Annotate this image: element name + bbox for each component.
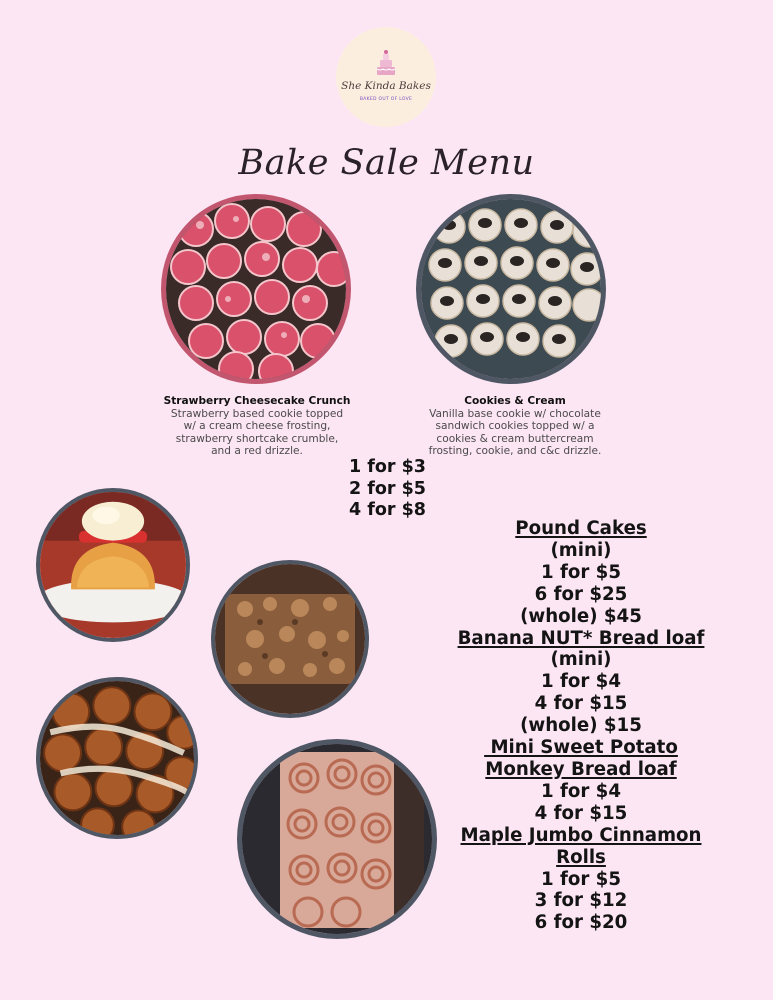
cookie-prices bbox=[300, 457, 475, 522]
menu-line: 1 for $5 bbox=[540, 868, 621, 890]
menu-line: (whole) $45 bbox=[520, 605, 642, 627]
menu-heading-banana: Banana NUT* Bread loaf bbox=[457, 627, 705, 649]
cookie-desc-line: Vanilla base cookie w/ chocolate bbox=[429, 407, 601, 420]
menu-line: 1 for $5 bbox=[540, 561, 621, 583]
page-title: Bake Sale Menu bbox=[238, 143, 535, 183]
menu-line: (mini) bbox=[550, 539, 612, 561]
price-line: 2 for $5 bbox=[349, 478, 426, 499]
cookie-desc-line: Strawberry based cookie topped bbox=[170, 407, 344, 420]
cookie-desc-line: frosting, cookie, and c&c drizzle. bbox=[428, 445, 602, 457]
menu-heading-cinnamon: Maple Jumbo Cinnamon bbox=[460, 824, 702, 846]
cookie-desc-line: and a red drizzle. bbox=[211, 445, 303, 457]
brand-tagline: BAKED OUT OF LOVE bbox=[359, 97, 413, 102]
cookie-desc-line: strawberry shortcake crumble, bbox=[175, 432, 339, 445]
menu-heading-monkey: Monkey Bread loaf bbox=[485, 758, 677, 780]
strawberry-cookies-photo bbox=[161, 194, 351, 384]
menu-line: (mini) bbox=[550, 649, 612, 671]
menu-line: 3 for $12 bbox=[534, 890, 628, 912]
menu-line: 1 for $4 bbox=[540, 780, 621, 802]
menu-line: 6 for $25 bbox=[534, 583, 628, 605]
pound-cake-photo bbox=[36, 488, 190, 642]
menu-heading-pound-cakes: Pound Cakes bbox=[515, 518, 647, 539]
menu-heading-monkey: Mini Sweet Potato bbox=[484, 737, 678, 759]
cookies-and-cream-photo bbox=[416, 194, 606, 384]
cookie-desc-line: sandwich cookies topped w/ a bbox=[435, 420, 595, 432]
menu-list bbox=[440, 518, 722, 934]
menu-line: 4 for $15 bbox=[534, 802, 628, 824]
menu-heading-cinnamon: Rolls bbox=[556, 846, 606, 868]
cake-icon bbox=[374, 49, 398, 77]
price-line: 1 for $3 bbox=[349, 457, 426, 477]
menu-line: (whole) $15 bbox=[520, 715, 642, 737]
logo bbox=[336, 27, 436, 127]
cookies-cream-description bbox=[406, 395, 624, 458]
brand-name: She Kinda Bakes bbox=[341, 80, 431, 92]
strawberry-cookie-description bbox=[152, 395, 362, 458]
banana-bread-photo bbox=[211, 560, 369, 718]
menu-line: 1 for $4 bbox=[540, 671, 621, 693]
cinnamon-rolls-photo bbox=[237, 739, 437, 939]
price-line: 4 for $8 bbox=[349, 500, 426, 520]
menu-line: 4 for $15 bbox=[534, 693, 628, 715]
cookie-name: Cookies & Cream bbox=[464, 395, 566, 407]
cookie-desc-line: cookies & cream buttercream bbox=[436, 432, 594, 445]
cookie-desc-line: w/ a cream cheese frosting, bbox=[183, 420, 331, 432]
menu-line: 6 for $20 bbox=[534, 912, 628, 934]
monkey-bread-photo bbox=[36, 677, 198, 839]
cookie-name: Strawberry Cheesecake Crunch bbox=[163, 395, 351, 407]
